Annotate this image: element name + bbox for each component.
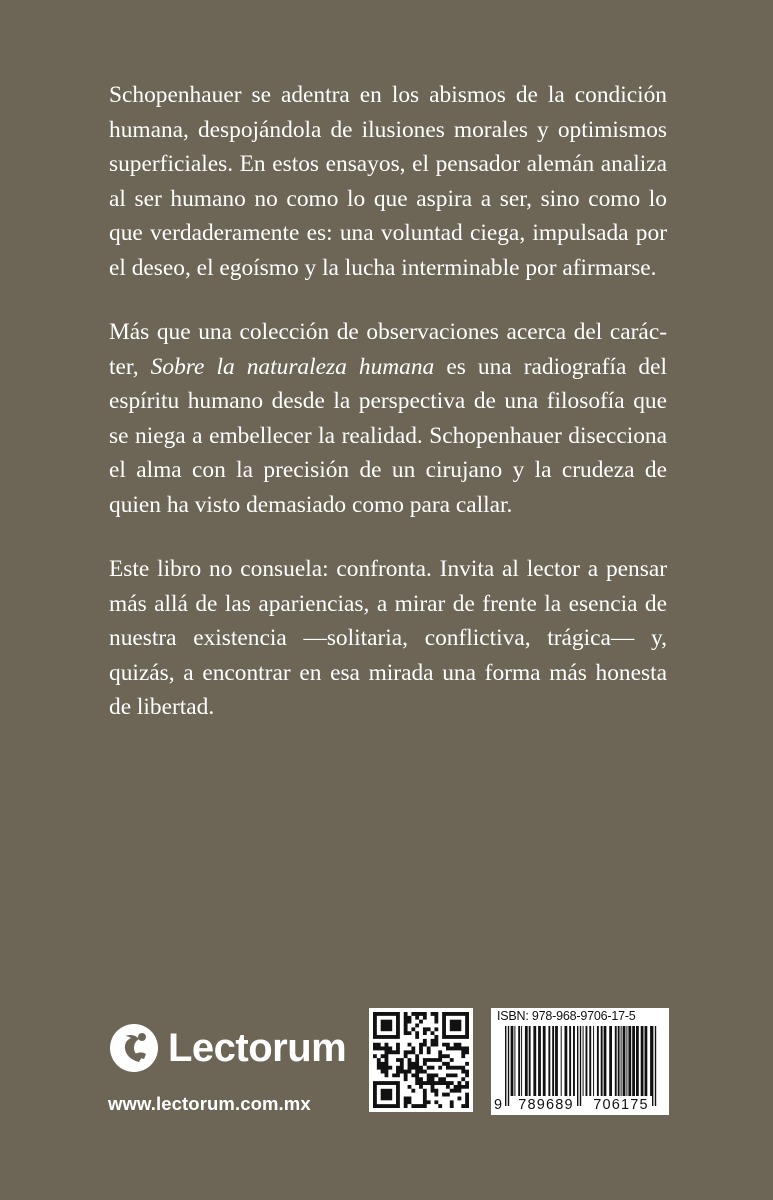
qr-code[interactable]: [369, 1008, 473, 1112]
back-cover-blurb: [109, 78, 667, 725]
barcode-digits-left: 789689: [518, 1097, 574, 1113]
barcode-lead-digit: 9: [494, 1097, 504, 1113]
publisher-name: Lectorum: [168, 1026, 347, 1070]
isbn-barcode: [491, 1008, 669, 1115]
blurb-paragraph-1: Schopenhauer se adentra en los abismos de la condición humana, despojándola de ilusiones morales y optimismos superficiales. En estos ensayos, el pensador alemán analiza al ser humano no como lo que aspira a ser, sino como lo que verdaderamente es: una voluntad ciega, impulsada por el deseo, el egoísmo y la lucha interminable por afirmarse.: [109, 82, 667, 281]
barcode-bars-icon: [503, 1026, 659, 1106]
isbn-number: ISBN: 978-968-9706-17-5: [497, 1009, 636, 1023]
blurb-paragraph-2: [109, 315, 667, 522]
lectorum-logo-icon: [108, 1022, 160, 1074]
publisher-logo: [108, 1020, 346, 1076]
publisher-website[interactable]: www.lectorum.com.mx: [108, 1093, 311, 1114]
blurb-paragraph-2-start: Más que una colección de observaciones acerca del carácter,: [109, 319, 667, 380]
barcode-digits-right: 706175: [593, 1097, 649, 1113]
blurb-paragraph-3: Este libro no consuela: confronta. Invita al lector a pensar más allá de las apariencias, a mirar de frente la esencia de nuestra existencia —solitaria, conflictiva, trágica— y, quizás, a encontrar en esa mirada una forma más honesta de libertad.: [109, 556, 667, 721]
blurb-paragraph-2-end: es una radiografía del espíritu humano desde la perspectiva de una filosofía que se niega a embellecer la realidad. Schopenhauer disecciona el alma con la precisión de un cirujano y la crudeza de quien ha visto demasiado como para callar.: [109, 353, 667, 518]
qr-code-icon: [369, 1008, 473, 1112]
book-title-italic: Sobre la naturaleza humana: [150, 353, 435, 380]
